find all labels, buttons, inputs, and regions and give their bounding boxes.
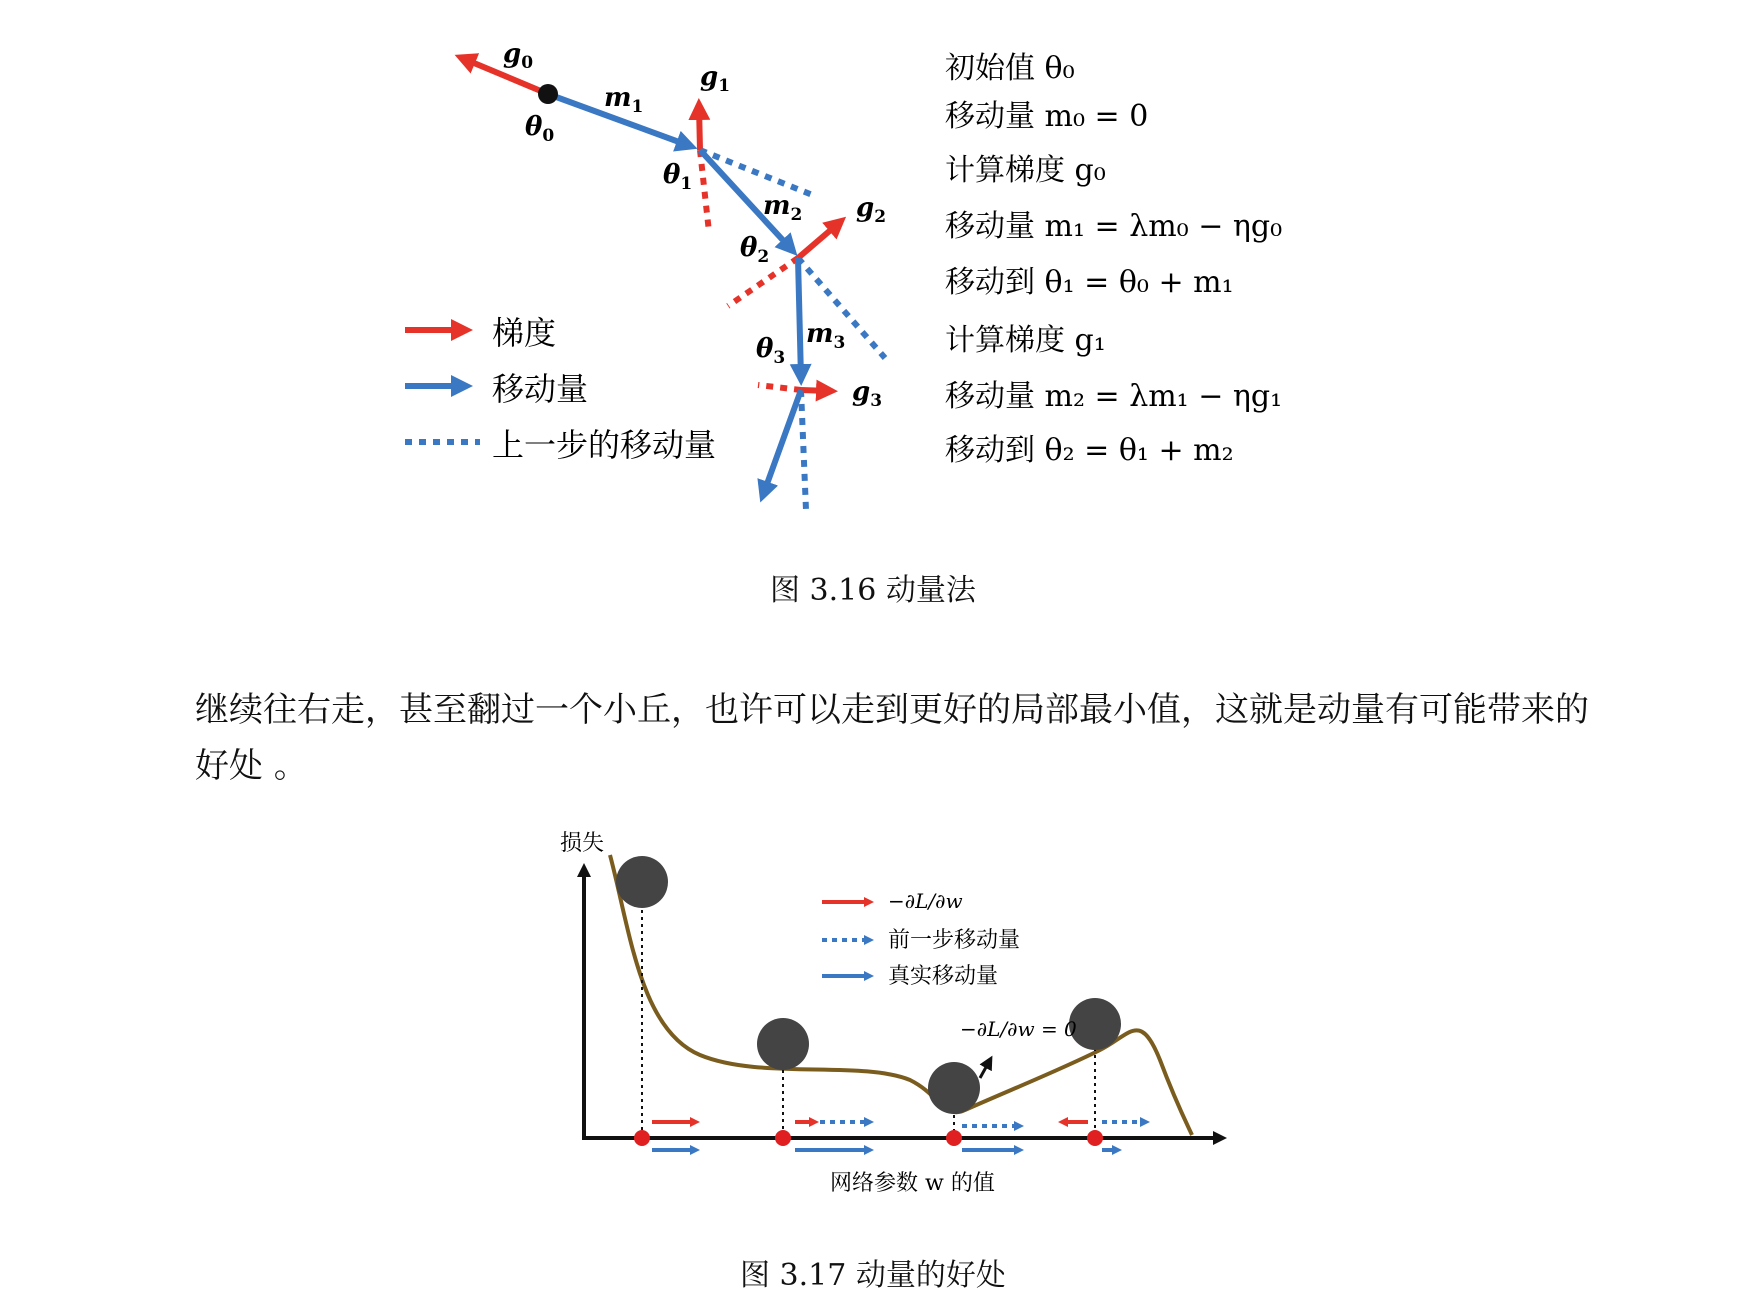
step-5: 移动到 θ₁ = θ₀ + m₁ <box>945 265 1234 300</box>
ball-3 <box>928 1062 980 1114</box>
figure-3-16-caption: 图 3.16 动量法 <box>770 573 976 608</box>
label-g0: $g_0$ <box>503 39 534 73</box>
label-theta1: $\theta_1$ <box>663 160 693 194</box>
step-8: 移动到 θ₂ = θ₁ + m₂ <box>945 433 1234 468</box>
figure-3-17 <box>560 831 1222 1293</box>
legend-momentum-label: 移动量 <box>492 370 589 408</box>
legend-gradient-label: 梯度 <box>492 314 557 352</box>
ball-2 <box>757 1018 809 1070</box>
y-axis-label: 损失 <box>560 831 605 856</box>
body-paragraph: 继续往右走，甚至翻过一个小丘，也许可以走到更好的局部最小值，这就是动量有可能带来的好处 。 <box>195 690 1589 786</box>
step-1: 初始值 θ₀ <box>945 51 1075 86</box>
ball-4 <box>1069 998 1121 1050</box>
neg-gradient-3 <box>758 385 801 390</box>
steps-list <box>945 51 1282 468</box>
label-m2: $m_2$ <box>763 191 803 225</box>
zero-gradient-annotation: −∂L/∂w = 0 <box>960 1017 1077 1041</box>
step-2: 移动量 m₀ = 0 <box>945 99 1149 134</box>
label-m3: $m_3$ <box>806 319 846 353</box>
x-axis-label: 网络参数 w 的值 <box>830 1171 995 1196</box>
legend-prev-momentum-label: 上一步的移动量 <box>492 426 717 464</box>
figure-3-17-caption: 图 3.17 动量的好处 <box>740 1258 1006 1293</box>
figure-3-16 <box>405 39 1282 608</box>
step-6: 计算梯度 g₁ <box>945 323 1106 358</box>
label-g2: $g_2$ <box>856 193 887 227</box>
position-point-2 <box>775 1130 791 1146</box>
position-point-4 <box>1087 1130 1103 1146</box>
ball-1 <box>616 856 668 908</box>
legend-prev-move-label: 前一步移动量 <box>888 928 1021 953</box>
step-4: 移动量 m₁ = λm₀ − ηg₀ <box>945 209 1283 244</box>
label-theta2: $\theta_2$ <box>740 233 770 267</box>
annotation-pointer <box>980 1060 990 1078</box>
label-g1: $g_1$ <box>700 62 731 96</box>
gradient-arrow-g3 <box>801 390 830 391</box>
position-point-3 <box>946 1130 962 1146</box>
legend-real-move-label: 真实移动量 <box>888 964 999 989</box>
step-7: 移动量 m₂ = λm₁ − ηg₁ <box>945 379 1283 414</box>
theta0-point <box>538 84 558 104</box>
gradient-arrow-g2 <box>798 222 840 258</box>
label-theta3: $\theta_3$ <box>756 334 786 368</box>
step-3: 计算梯度 g₀ <box>945 153 1106 188</box>
prev-momentum-3 <box>801 390 806 510</box>
momentum-arrow-m3 <box>798 258 801 378</box>
gradient-arrow-g1 <box>699 106 700 150</box>
momentum-arrow-m4 <box>763 390 801 495</box>
legend-neg-grad-label: −∂L/∂w <box>888 889 963 913</box>
position-point-1 <box>634 1130 650 1146</box>
label-theta0: $\theta_0$ <box>525 112 555 146</box>
label-g3: $g_3$ <box>852 377 883 411</box>
label-m1: $m_1$ <box>604 83 644 117</box>
